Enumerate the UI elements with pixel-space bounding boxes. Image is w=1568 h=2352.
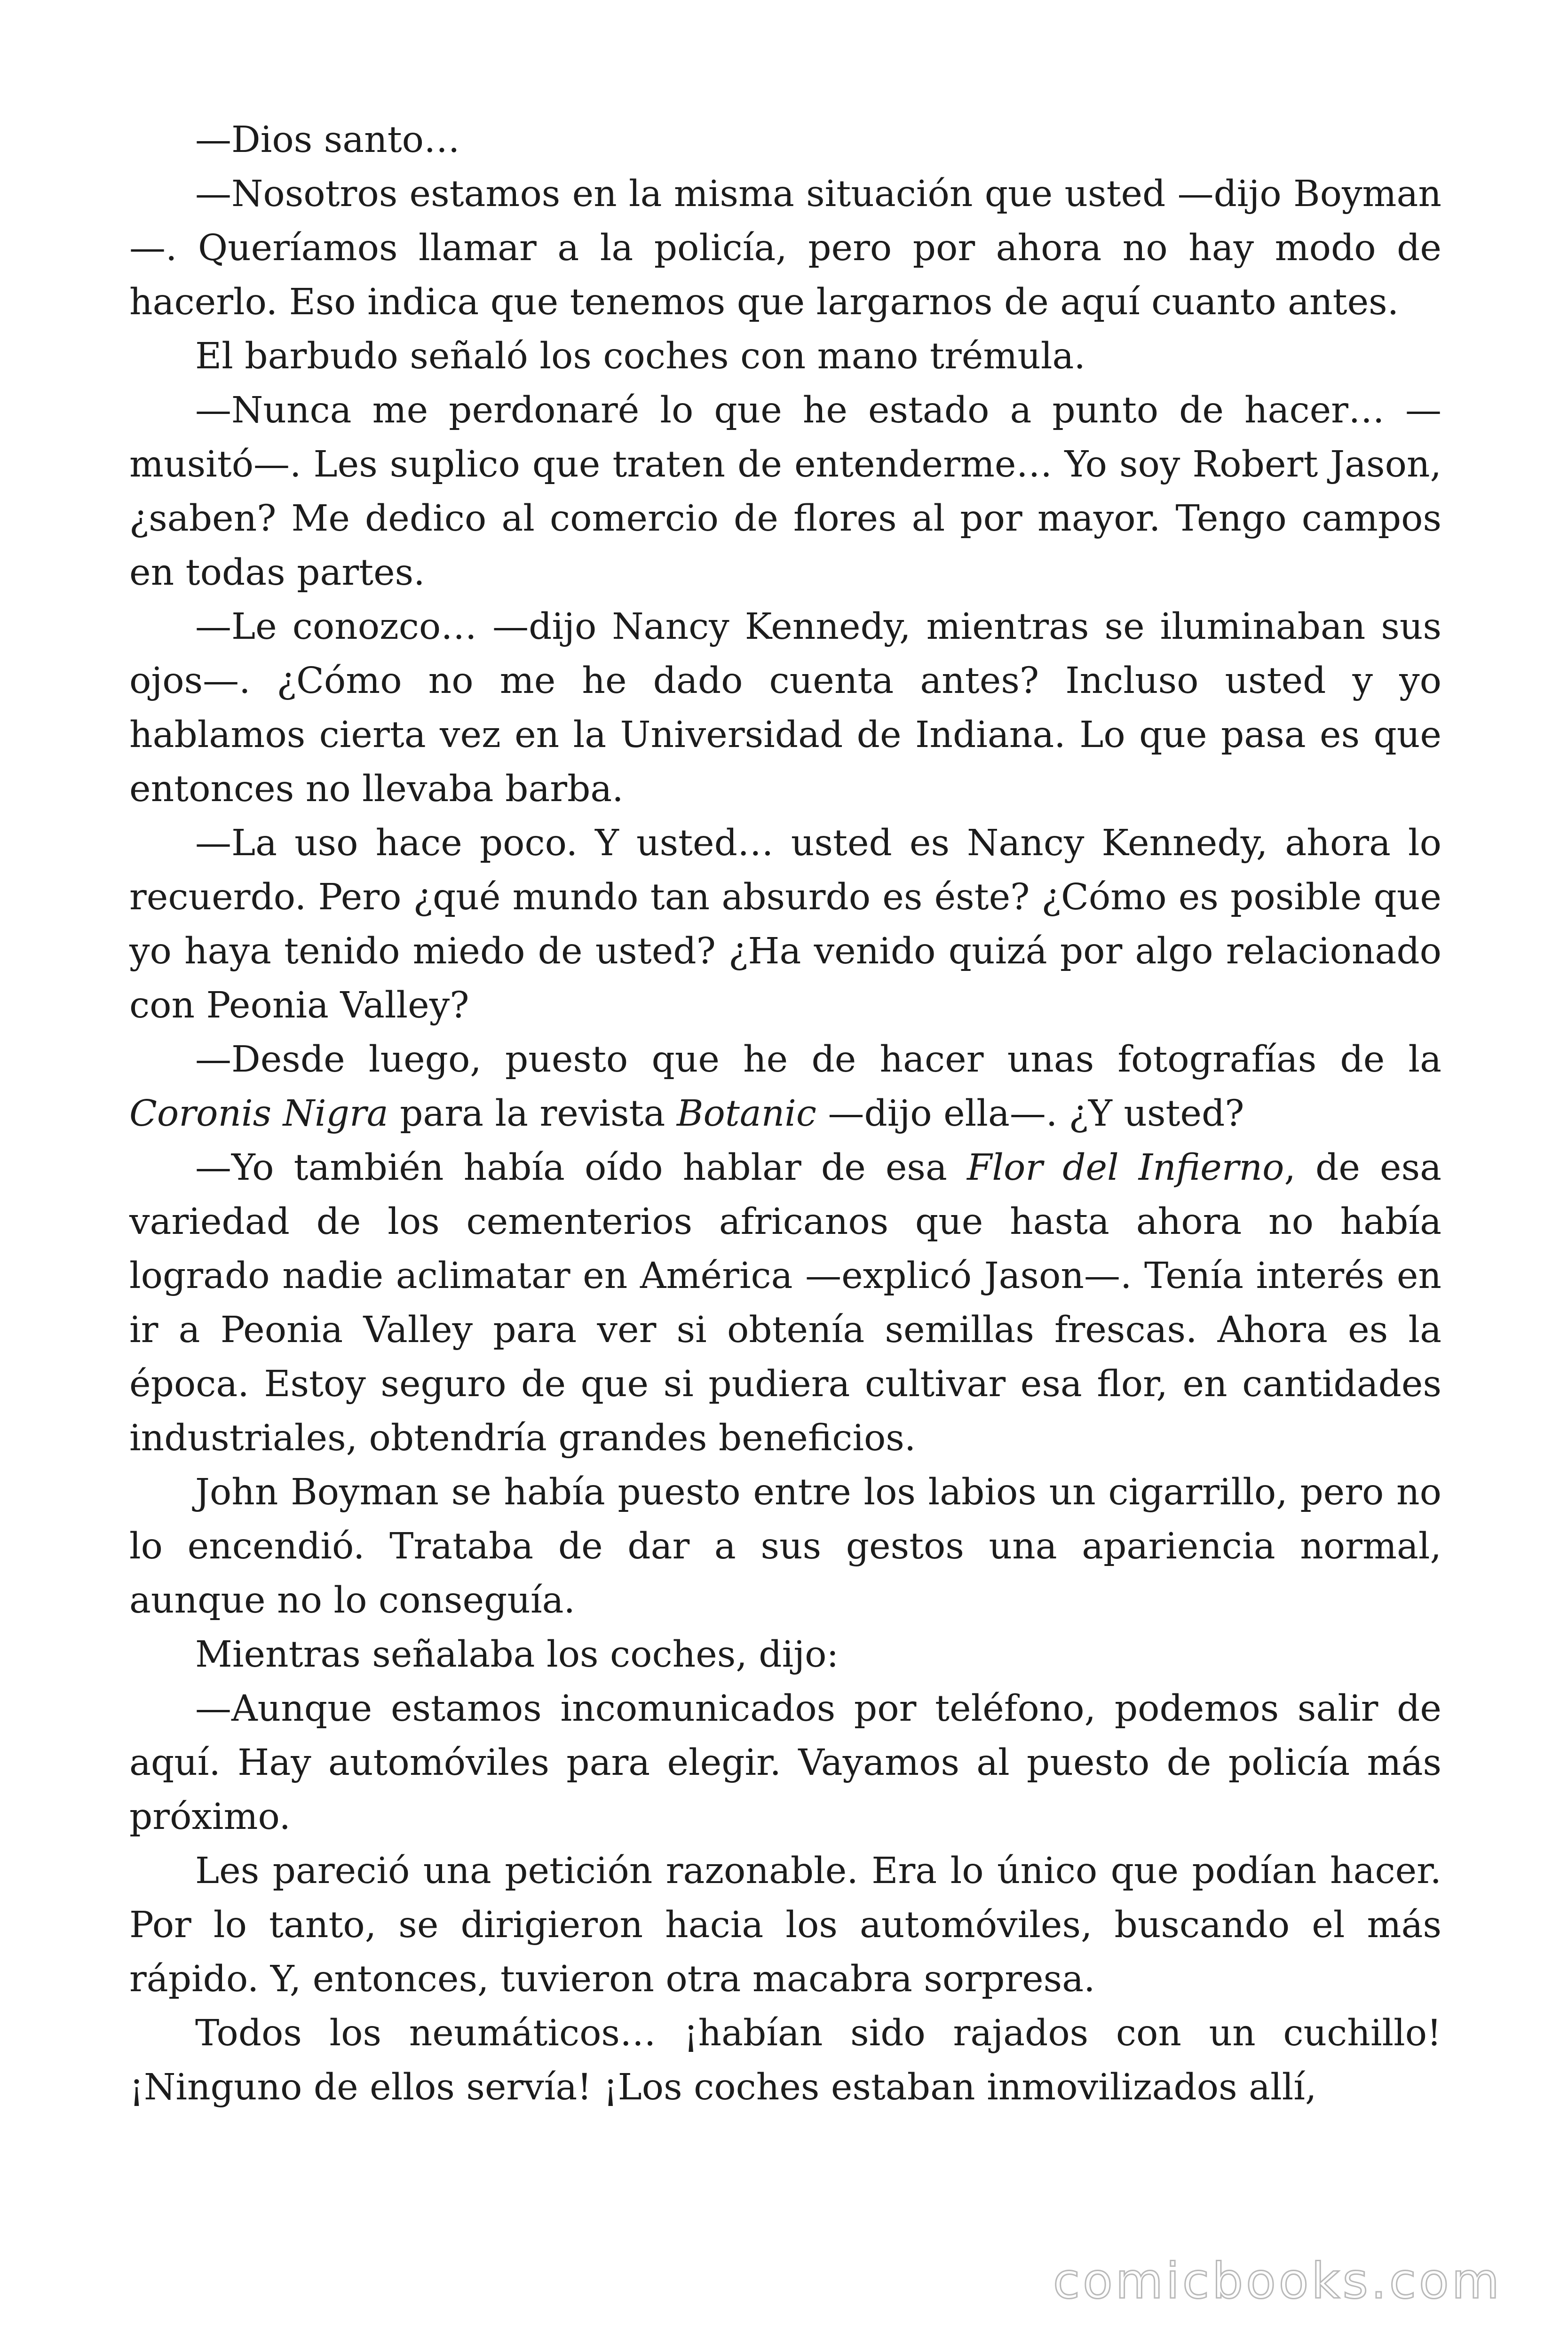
paragraph: [129, 1682, 1441, 1844]
text-run: Todos los neumáticos… ¡habían sido rajados con un cuchillo! ¡Ninguno de ellos servía! ¡Los coches estaban inmovilizados allí,: [129, 2012, 1441, 2108]
text-run: , de esa variedad de los cementerios africanos que hasta ahora no había logrado nadie aclimatar en América —explicó Jason—. Tenía interés en ir a Peonia Valley para ver si obtenía semillas frescas. Ahora es la época. Estoy seguro de que si pudiera cultivar esa flor, en cantidades industriales, obtendría grandes beneficios.: [129, 1147, 1441, 1459]
paragraph: [129, 167, 1441, 329]
watermark-logo: comicbooks.com: [1053, 2252, 1502, 2310]
text-run: —Nosotros estamos en la misma situación que usted —dijo Boyman—. Queríamos llamar a la policía, pero por ahora no hay modo de hacerlo. Eso indica que tenemos que largarnos de aquí cuanto antes.: [129, 173, 1441, 323]
paragraph: [129, 383, 1441, 600]
book-page-text: [129, 113, 1441, 2114]
paragraph: [129, 816, 1441, 1033]
paragraph: [129, 113, 1441, 167]
paragraph: [129, 600, 1441, 816]
paragraph: [129, 1465, 1441, 1628]
paragraph: [129, 1033, 1441, 1141]
paragraph: [129, 1628, 1441, 1682]
paragraph: [129, 1141, 1441, 1465]
text-run: John Boyman se había puesto entre los labios un cigarrillo, pero no lo encendió. Trataba de dar a sus gestos una apariencia normal, aunque no lo conseguía.: [129, 1471, 1441, 1621]
paragraph: [129, 2006, 1441, 2114]
text-run: —Dios santo…: [195, 119, 460, 161]
text-run: para la revista: [388, 1093, 677, 1135]
text-run: Mientras señalaba los coches, dijo:: [195, 1634, 839, 1676]
text-run: —Le conozco… —dijo Nancy Kennedy, mientras se iluminaban sus ojos—. ¿Cómo no me he dado cuenta antes? Incluso usted y yo hablamos cierta vez en la Universidad de Indiana. Lo que pasa es que entonces no llevaba barba.: [129, 606, 1441, 810]
text-run: —dijo ella—. ¿Y usted?: [816, 1093, 1244, 1135]
italic-text-run: Coronis Nigra: [129, 1093, 388, 1135]
italic-text-run: Botanic: [676, 1093, 817, 1135]
italic-text-run: Flor del Infierno: [966, 1147, 1284, 1189]
text-run: —Yo también había oído hablar de esa: [195, 1147, 967, 1189]
paragraph: [129, 329, 1441, 383]
text-run: —La uso hace poco. Y usted… usted es Nancy Kennedy, ahora lo recuerdo. Pero ¿qué mundo tan absurdo es éste? ¿Cómo es posible que yo haya tenido miedo de usted? ¿Ha venido quizá por algo relacionado con Peonia Valley?: [129, 822, 1441, 1026]
text-run: —Desde luego, puesto que he de hacer unas fotografías de la: [195, 1039, 1441, 1081]
text-run: El barbudo señaló los coches con mano trémula.: [195, 335, 1085, 377]
text-run: —Aunque estamos incomunicados por teléfono, podemos salir de aquí. Hay automóviles para elegir. Vayamos al puesto de policía más próximo.: [129, 1688, 1441, 1838]
text-run: Les pareció una petición razonable. Era lo único que podían hacer. Por lo tanto, se dirigieron hacia los automóviles, buscando el más rápido. Y, entonces, tuvieron otra macabra sorpresa.: [129, 1850, 1441, 2000]
text-run: —Nunca me perdonaré lo que he estado a punto de hacer… —musitó—. Les suplico que traten de entenderme… Yo soy Robert Jason, ¿saben? Me dedico al comercio de flores al por mayor. Tengo campos en todas partes.: [129, 389, 1441, 594]
paragraph: [129, 1844, 1441, 2006]
